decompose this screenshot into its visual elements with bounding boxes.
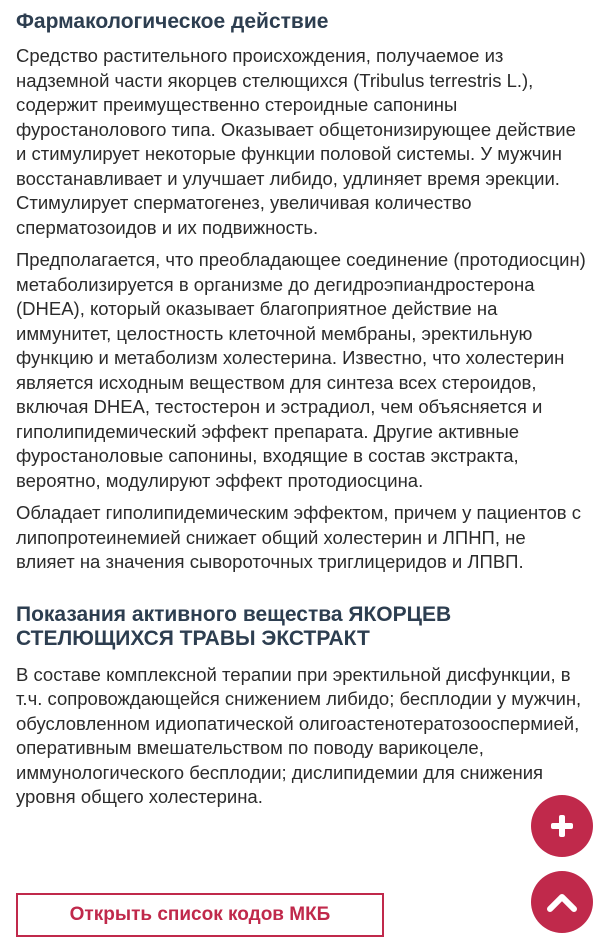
pharmacology-paragraph-1: Средство растительного происхождения, получаемое из надземной части якорцев стелющихся (Tribulus terrestris L.), содержит преимущественно стероидные сапонины фуростанолового типа. Оказывает общетонизирующее действие и стимулирует некоторые функции половой системы. У мужчин восстанавливает и улучшает либидо, удлиняет время эрекции. Стимулирует сперматогенез, увеличивая количество сперматозоидов и их подвижность. (16, 45, 576, 238)
article-content (16, 0, 586, 818)
open-mkb-codes-button[interactable]: Открыть список кодов МКБ (16, 893, 384, 937)
pharmacology-paragraph-3: Обладает гиполипидемическим эффектом, причем у пациентов с липопротеинемией снижает общий холестерин и ЛПНП, не влияет на значения сывороточных триглицеридов и ЛПВП. (16, 502, 582, 572)
indications-heading: Показания активного вещества ЯКОРЦЕВ СТЕЛЮЩИХСЯ ТРАВЫ ЭКСТРАКТ (16, 602, 452, 650)
chevron-up-icon (547, 891, 577, 913)
scroll-to-top-button[interactable] (531, 871, 593, 933)
pharmacology-paragraph-2: Предполагается, что преобладающее соединение (протодиосцин) метаболизируется в организме до дегидроэпиандростерона (DHEA), который оказывает благоприятное действие на иммунитет, целостность клеточной мембраны, эректильную функцию и метаболизм холестерина. Известно, что холестерин является исходным веществом для синтеза всех стероидов, включая DHEA, тестостерон и эстрадиол, чем объясняется и гиполипидемический эффект препарата. Другие активные фуростаноловые сапонины, входящие в состав экстракта, вероятно, модулируют эффект протодиосцина. (16, 249, 586, 491)
indications-paragraph: В составе комплексной терапии при эректильной дисфункции, в т.ч. сопровождающейся снижением либидо; бесплодии у мужчин, обусловленном идиопатической олигоастенотератозооспермией, оперативным вмешательством по поводу варикоцеле, иммунологического бесплодии; дислипидемии для снижения уровня общего холестерина. (16, 663, 582, 807)
add-fab-button[interactable] (531, 795, 593, 857)
pharmacology-heading: Фармакологическое действие (16, 10, 329, 33)
plus-icon (549, 813, 575, 839)
